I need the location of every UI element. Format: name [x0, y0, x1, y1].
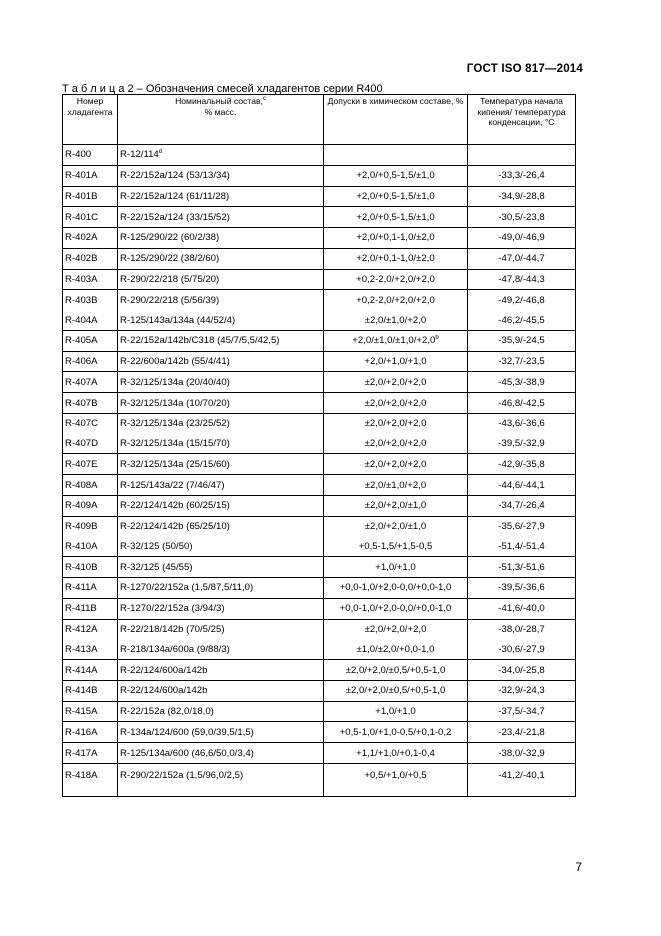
cell-refrigerant-number: R-411A: [63, 578, 118, 599]
cell-tolerance: +0,5-1,0/+1,0-0,5/+0,1-0,2: [324, 722, 468, 743]
cell-composition: R-290/22/218 (5/75/20): [118, 269, 324, 290]
cell-temperature: -34,9/-28,8: [468, 186, 576, 207]
cell-tolerance: ±2,0/±1,0/+2,0: [324, 475, 468, 496]
cell-temperature: -42,9/-35,8: [468, 454, 576, 475]
cell-temperature: -38,0/-28,7: [468, 619, 576, 639]
table-row: [63, 763, 576, 796]
table-row: [63, 701, 576, 722]
table-body: [63, 145, 576, 797]
cell-refrigerant-number: R-401A: [63, 165, 118, 186]
table-row: [63, 639, 576, 659]
cell-temperature: -43,6/-36,6: [468, 413, 576, 433]
cell-tolerance: +1,0/+1,0: [324, 701, 468, 722]
cell-composition: R-32/125 (45/55): [118, 557, 324, 578]
refrigerant-table: [62, 94, 576, 797]
table-row: [63, 269, 576, 290]
cell-temperature: -47,0/-44,7: [468, 248, 576, 269]
cell-refrigerant-number: R-417A: [63, 743, 118, 764]
cell-composition: R-22/152a/124 (61/11/28): [118, 186, 324, 207]
cell-tolerance: +2,0/+0,1-1,0/±2,0: [324, 228, 468, 249]
cell-temperature: -49,0/-46,9: [468, 228, 576, 249]
cell-refrigerant-number: R-412A: [63, 619, 118, 639]
cell-tolerance: ±2,0/+2,0/+2,0: [324, 413, 468, 433]
table-row: [63, 413, 576, 433]
cell-composition: R-22/124/142b (65/25/10): [118, 516, 324, 536]
table-row: [63, 145, 576, 166]
table-row: [63, 516, 576, 536]
table-row: [63, 660, 576, 681]
table-row: [63, 290, 576, 310]
cell-refrigerant-number: R-418A: [63, 763, 118, 796]
cell-refrigerant-number: R-414B: [63, 680, 118, 701]
table-caption: Т а б л и ц а 2 – Обозначения смесей хладагентов серии R400: [62, 83, 383, 95]
table-row: [63, 475, 576, 496]
cell-refrigerant-number: R-414A: [63, 660, 118, 681]
cell-composition: R-22/124/142b (60/25/15): [118, 496, 324, 517]
table-row: [63, 722, 576, 743]
cell-temperature: -37,5/-34,7: [468, 701, 576, 722]
cell-temperature: -51,4/-51,4: [468, 537, 576, 557]
cell-tolerance: ±2,0/+2,0/±0,5/+0,5-1,0: [324, 680, 468, 701]
cell-tolerance: ±2,0/±1,0/+2,0: [324, 310, 468, 330]
cell-refrigerant-number: R-407B: [63, 393, 118, 414]
cell-temperature: -44,6/-44,1: [468, 475, 576, 496]
cell-tolerance: +0,0-1,0/+2,0-0,0/+0,0-1,0: [324, 578, 468, 599]
cell-tolerance: ±1,0/±2,0/+0,0-1,0: [324, 639, 468, 659]
cell-refrigerant-number: R-407E: [63, 454, 118, 475]
cell-tolerance: +2,0/+1,0/+1,0: [324, 351, 468, 372]
cell-tolerance: ±2,0/+2,0/+2,0: [324, 372, 468, 393]
cell-composition: R-218/134a/600a (9/88/3): [118, 639, 324, 659]
cell-refrigerant-number: R-411B: [63, 598, 118, 619]
cell-refrigerant-number: R-409B: [63, 516, 118, 536]
page-number: 7: [575, 860, 582, 874]
cell-refrigerant-number: R-403B: [63, 290, 118, 310]
cell-refrigerant-number: R-407A: [63, 372, 118, 393]
cell-temperature: -23,4/-21,8: [468, 722, 576, 743]
table-row: [63, 165, 576, 186]
table-row: [63, 557, 576, 578]
cell-composition: R-290/22/218 (5/56/39): [118, 290, 324, 310]
cell-refrigerant-number: R-402A: [63, 228, 118, 249]
cell-composition: R-22/152a/142b/C318 (45/7/5,5/42,5): [118, 330, 324, 351]
cell-temperature: -34,7/-26,4: [468, 496, 576, 517]
table-row: [63, 680, 576, 701]
table-row: [63, 598, 576, 619]
cell-composition: R-1270/22/152a (3/94/3): [118, 598, 324, 619]
cell-refrigerant-number: R-415A: [63, 701, 118, 722]
cell-composition: R-32/125/134a (25/15/60): [118, 454, 324, 475]
table-row: [63, 330, 576, 351]
cell-tolerance: ±2,0/+2,0/±1,0: [324, 496, 468, 517]
cell-refrigerant-number: R-400: [63, 145, 118, 166]
cell-refrigerant-number: R-402B: [63, 248, 118, 269]
cell-temperature: -30,6/-27,9: [468, 639, 576, 659]
table-row: [63, 351, 576, 372]
table-row: [63, 619, 576, 639]
cell-tolerance: +2,0/+0,5-1,5/±1,0: [324, 207, 468, 228]
cell-temperature: -35,9/-24,5: [468, 330, 576, 351]
header-temperature: Температура начала кипения/ температура конденсации, °C: [468, 95, 576, 145]
table-row: [63, 454, 576, 475]
cell-tolerance: +2,0/+0,5-1,5/±1,0: [324, 186, 468, 207]
standard-designation: ГОСТ ISO 817—2014: [466, 63, 583, 75]
cell-composition: R-125/134a/600 (46,6/50,0/3,4): [118, 743, 324, 764]
cell-temperature: -46,2/-45,5: [468, 310, 576, 330]
cell-refrigerant-number: R-408A: [63, 475, 118, 496]
cell-composition: R-22/152a/124 (53/13/34): [118, 165, 324, 186]
table-row: [63, 186, 576, 207]
cell-composition: R-32/125/134a (20/40/40): [118, 372, 324, 393]
cell-refrigerant-number: R-407D: [63, 434, 118, 454]
cell-composition: R-32/125/134a (23/25/52): [118, 413, 324, 433]
table-row: [63, 310, 576, 330]
cell-refrigerant-number: R-409A: [63, 496, 118, 517]
cell-temperature: -34,0/-25,8: [468, 660, 576, 681]
cell-temperature: -41,2/-40,1: [468, 763, 576, 796]
cell-composition: R-290/22/152a (1,5/96,0/2,5): [118, 763, 324, 796]
cell-refrigerant-number: R-404A: [63, 310, 118, 330]
cell-temperature: -47,8/-44,3: [468, 269, 576, 290]
cell-temperature: -45,3/-38,9: [468, 372, 576, 393]
cell-temperature: -41,6/-40,0: [468, 598, 576, 619]
cell-tolerance: +0,5/+1,0/+0,5: [324, 763, 468, 796]
cell-tolerance: +1,1/+1,0/+0,1-0,4: [324, 743, 468, 764]
table-row: [63, 537, 576, 557]
cell-tolerance: +0,5-1,5/+1,5-0,5: [324, 537, 468, 557]
cell-composition: R-125/143a/134a (44/52/4): [118, 310, 324, 330]
cell-tolerance: ±2,0/+2,0/+2,0: [324, 454, 468, 475]
cell-tolerance: ±2,0/+2,0/+2,0: [324, 619, 468, 639]
cell-composition: R-22/600a/142b (55/4/41): [118, 351, 324, 372]
cell-temperature: -39,5/-36,6: [468, 578, 576, 599]
cell-composition: R-134a/124/600 (59,0/39,5/1,5): [118, 722, 324, 743]
cell-tolerance: ±2,0/+2,0/+2,0: [324, 434, 468, 454]
table-row: [63, 228, 576, 249]
cell-composition: R-125/143a/22 (7/46/47): [118, 475, 324, 496]
cell-temperature: -32,9/-24,3: [468, 680, 576, 701]
cell-tolerance: +0,2-2,0/+2,0/+2,0: [324, 290, 468, 310]
cell-refrigerant-number: R-410A: [63, 537, 118, 557]
cell-composition: R-22/124/600a/142b: [118, 680, 324, 701]
cell-temperature: -49,2/-46,8: [468, 290, 576, 310]
cell-refrigerant-number: R-401C: [63, 207, 118, 228]
cell-tolerance: ±2,0/+2,0/±0,5/+0,5-1,0: [324, 660, 468, 681]
cell-temperature: -39,5/-32,9: [468, 434, 576, 454]
cell-composition: R-22/152a/124 (33/15/52): [118, 207, 324, 228]
table-row: [63, 434, 576, 454]
cell-refrigerant-number: R-413A: [63, 639, 118, 659]
cell-refrigerant-number: R-405A: [63, 330, 118, 351]
cell-tolerance: +0,2-2,0/+2,0/+2,0: [324, 269, 468, 290]
cell-tolerance: [324, 145, 468, 166]
table-row: [63, 743, 576, 764]
cell-temperature: -33,3/-26,4: [468, 165, 576, 186]
table-row: [63, 578, 576, 599]
header-composition: Номинальный состав,$^c$ % масс.: [118, 95, 324, 145]
cell-composition: R-125/290/22 (38/2/60): [118, 248, 324, 269]
cell-temperature: -30,5/-23,8: [468, 207, 576, 228]
cell-composition: R-32/125/134a (10/70/20): [118, 393, 324, 414]
cell-composition: R-22/152a (82,0/18,0): [118, 701, 324, 722]
header-number: Номер хладагента: [63, 95, 118, 145]
cell-tolerance: ±2,0/+2,0/±1,0: [324, 516, 468, 536]
table-row: [63, 248, 576, 269]
cell-refrigerant-number: R-410B: [63, 557, 118, 578]
cell-composition: R-22/124/600a/142b: [118, 660, 324, 681]
table-row: [63, 372, 576, 393]
table-row: [63, 207, 576, 228]
cell-composition: R-22/218/142b (70/5/25): [118, 619, 324, 639]
table-row: [63, 496, 576, 517]
cell-composition: R-32/125 (50/50): [118, 537, 324, 557]
cell-tolerance: +1,0/+1,0: [324, 557, 468, 578]
cell-temperature: -35,6/-27,9: [468, 516, 576, 536]
cell-composition: R-125/290/22 (60/2/38): [118, 228, 324, 249]
cell-temperature: -51,3/-51,6: [468, 557, 576, 578]
cell-composition: R-12/114$^d$: [118, 145, 324, 166]
cell-temperature: [468, 145, 576, 166]
cell-temperature: -38,0/-32,9: [468, 743, 576, 764]
cell-tolerance: +2,0/+0,5-1,5/±1,0: [324, 165, 468, 186]
cell-tolerance: +2,0/±1,0/±1,0/+2,0$^b$: [324, 330, 468, 351]
header-tolerance: Допуски в химическом составе, %: [324, 95, 468, 145]
table-header-row: [63, 95, 576, 145]
cell-composition: R-32/125/134a (15/15/70): [118, 434, 324, 454]
cell-refrigerant-number: R-406A: [63, 351, 118, 372]
cell-composition: R-1270/22/152a (1,5/87,5/11,0): [118, 578, 324, 599]
table-row: [63, 393, 576, 414]
cell-tolerance: ±2,0/+2,0/+2,0: [324, 393, 468, 414]
cell-tolerance: +2,0/+0,1-1,0/±2,0: [324, 248, 468, 269]
cell-tolerance: +0,0-1,0/+2,0-0,0/+0,0-1,0: [324, 598, 468, 619]
cell-refrigerant-number: R-416A: [63, 722, 118, 743]
cell-refrigerant-number: R-401B: [63, 186, 118, 207]
cell-refrigerant-number: R-407C: [63, 413, 118, 433]
cell-temperature: -32,7/-23,5: [468, 351, 576, 372]
cell-temperature: -46,8/-42,5: [468, 393, 576, 414]
cell-refrigerant-number: R-403A: [63, 269, 118, 290]
